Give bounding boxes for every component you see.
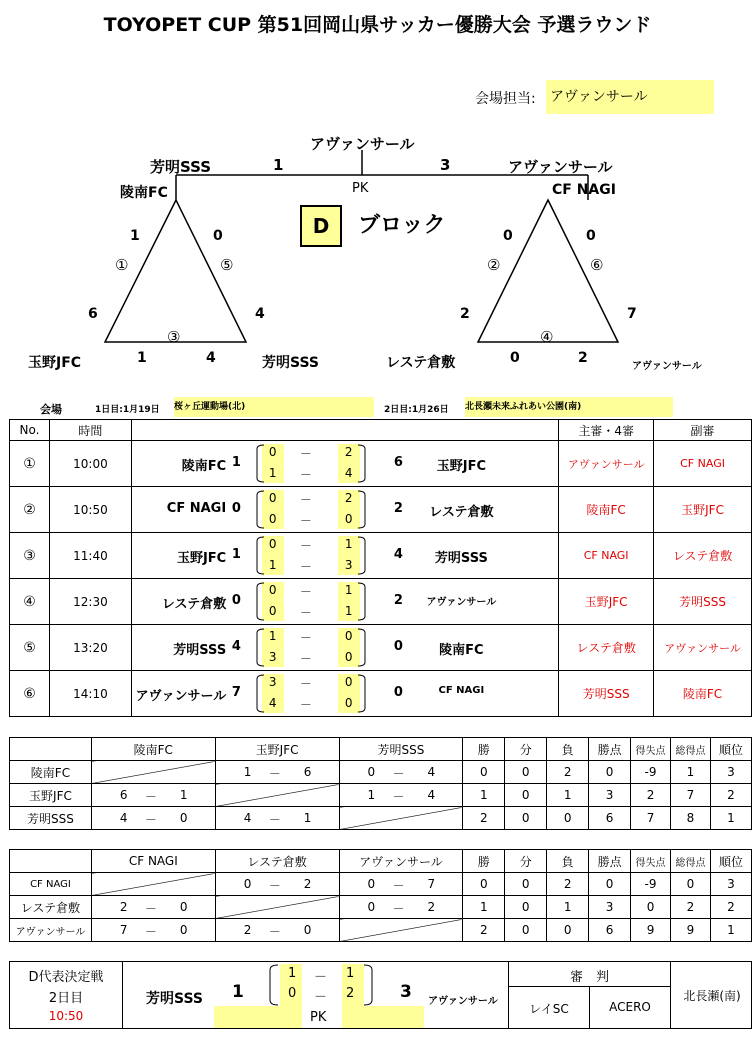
final-h2: 0: [288, 986, 297, 1001]
tri1-n2: 0: [213, 228, 223, 244]
block-letter: D: [300, 205, 342, 247]
final-venue: 北長瀬(南): [683, 989, 741, 1003]
result-dash: －: [268, 813, 281, 827]
standings-col-team: 陵南FC: [91, 738, 215, 761]
standings-stat: 2: [547, 873, 589, 896]
final-home-score: 1: [232, 982, 244, 1002]
match-row: [10, 487, 752, 533]
standings-stat: 2: [671, 896, 711, 919]
final-away: アヴァンサール: [428, 996, 498, 1007]
tri2-n7: 7: [627, 306, 637, 322]
standings-stat: 0: [505, 784, 547, 807]
schedule-table: [9, 419, 752, 717]
match-ref: 玉野JFC: [559, 579, 654, 625]
away-half2: 4: [344, 466, 353, 480]
standings-row: [10, 807, 752, 830]
standings-stat: 0: [589, 873, 631, 896]
standings-col-stat: 総得点: [671, 850, 711, 873]
away-half2: 0: [344, 696, 353, 710]
standings-stat: 3: [589, 784, 631, 807]
tri1-b1: 1: [137, 350, 147, 366]
page-title: TOYOPET CUP 第51回岡山県サッカー優勝大会 予選ラウンド: [103, 14, 652, 36]
standings-stat: 1: [710, 807, 751, 830]
result-score-for: 1: [367, 788, 376, 802]
match-time: 14:10: [49, 671, 131, 717]
away-half1: 2: [344, 445, 353, 459]
standings-stat: 1: [463, 896, 505, 919]
top-left-team: 芳明SSS: [150, 158, 212, 176]
result-dash: －: [144, 813, 157, 827]
away-half1: 1: [344, 583, 353, 597]
match-time: 13:20: [49, 625, 131, 671]
match-row: [10, 671, 752, 717]
tri1-right-team: 芳明SSS: [262, 355, 319, 371]
venue-in-charge-label: 会場担当:: [475, 91, 536, 107]
match-time: 10:50: [49, 487, 131, 533]
home-half2: 0: [268, 604, 277, 618]
standings-stat: 0: [463, 761, 505, 784]
home-score: 0: [231, 593, 241, 608]
home-team: レステ倉敷: [161, 597, 227, 612]
standings-col-team: レステ倉敷: [215, 850, 339, 873]
standings-stat: 6: [589, 919, 631, 942]
result-score-against: 7: [427, 877, 436, 891]
dash1: －: [299, 447, 312, 461]
tri2-c4: ④: [540, 328, 554, 346]
away-half2: 0: [344, 650, 353, 664]
match-assist: 芳明SSS: [654, 579, 752, 625]
top-score-right: 3: [440, 156, 451, 174]
home-score: 1: [231, 455, 241, 470]
tri2-right-team: アヴァンサール: [632, 361, 702, 372]
standings-stat: 1: [547, 896, 589, 919]
result-dash: －: [392, 790, 405, 804]
tri1-b4: 4: [206, 350, 216, 366]
final-day: 2日目: [48, 991, 84, 1006]
standings-col-stat: 総得点: [671, 738, 711, 761]
standings-col-team: 玉野JFC: [215, 738, 339, 761]
result-score-against: 2: [427, 900, 436, 914]
standings-stat: 3: [710, 761, 751, 784]
standings-col-stat: 勝点: [589, 850, 631, 873]
result-score-for: 0: [367, 877, 376, 891]
final-h1: 1: [288, 966, 297, 981]
standings-stat: 0: [547, 807, 589, 830]
away-score: 0: [393, 639, 403, 654]
tri2-b2: 2: [578, 350, 588, 366]
standings-col-stat: 得失点: [631, 850, 671, 873]
result-score-for: 0: [367, 765, 376, 779]
standings-stat: 1: [547, 784, 589, 807]
dash1: －: [299, 631, 312, 645]
standings-col-stat: 勝: [463, 850, 505, 873]
result-score-against: 1: [179, 788, 188, 802]
match-no: ⑥: [10, 671, 50, 717]
away-half2: 1: [344, 604, 353, 618]
away-team: 玉野JFC: [436, 459, 487, 474]
standings-row: [10, 761, 752, 784]
standings-col-stat: 得失点: [631, 738, 671, 761]
standings-stat: 2: [631, 784, 671, 807]
header-ref: 主審・4審: [559, 420, 654, 441]
away-team: 陵南FC: [439, 643, 484, 658]
tri1-c1: ①: [115, 256, 129, 274]
match-row: [10, 625, 752, 671]
standings-stat: 8: [671, 807, 711, 830]
standings-row-team: 芳明SSS: [10, 807, 92, 830]
result-score-against: 4: [427, 765, 436, 779]
header-no: No.: [10, 420, 50, 441]
result-dash: －: [144, 925, 157, 939]
result-score-against: 1: [303, 811, 312, 825]
home-score: 0: [231, 501, 241, 516]
standings-stat: 0: [505, 873, 547, 896]
block-label: ブロック: [358, 213, 446, 238]
result-score-for: 0: [367, 900, 376, 914]
dash2: －: [299, 606, 312, 620]
top-winner: アヴァンサール: [310, 135, 415, 153]
header-time: 時間: [49, 420, 131, 441]
tri2-b0: 0: [510, 350, 520, 366]
final-ref2: ACERO: [609, 1000, 651, 1014]
away-score: 0: [393, 685, 403, 700]
home-half1: 0: [268, 491, 277, 505]
away-half1: 0: [344, 675, 353, 689]
home-score: 4: [231, 639, 241, 654]
away-team: レステ倉敷: [429, 505, 494, 520]
standings-row-team: 陵南FC: [10, 761, 92, 784]
standings-stat: 9: [671, 919, 711, 942]
result-dash: －: [392, 767, 405, 781]
away-half1: 0: [344, 629, 353, 643]
away-team: CF NAGI: [438, 685, 485, 696]
final-home: 芳明SSS: [146, 991, 203, 1007]
standings-stat: 1: [710, 919, 751, 942]
match-time: 11:40: [49, 533, 131, 579]
final-a2: 2: [346, 986, 355, 1001]
home-half1: 0: [268, 583, 277, 597]
home-half2: 1: [268, 466, 277, 480]
home-team: 玉野JFC: [176, 551, 227, 566]
away-half2: 0: [344, 512, 353, 526]
standings-row-team: アヴァンサール: [10, 919, 92, 942]
result-score-for: 6: [119, 788, 128, 802]
standings-col-team: CF NAGI: [91, 850, 215, 873]
standings-stat: 9: [631, 919, 671, 942]
final-time: 10:50: [48, 1009, 84, 1023]
venue-day1-place: 桜ヶ丘運動場(北): [174, 397, 374, 417]
standings-stat: 0: [505, 761, 547, 784]
away-score: 6: [393, 455, 403, 470]
home-half2: 4: [268, 696, 277, 710]
home-score: 1: [231, 547, 241, 562]
result-dash: －: [392, 879, 405, 893]
tri1-left-team: 玉野JFC: [28, 355, 82, 371]
result-score-against: 0: [179, 811, 188, 825]
match-row: [10, 533, 752, 579]
final-pk: PK: [310, 1010, 327, 1025]
standings-header: [10, 850, 752, 873]
tri2-n1: 0: [503, 228, 513, 244]
standings-stat: 0: [547, 919, 589, 942]
final-dash1: －: [314, 970, 328, 985]
match-assist: CF NAGI: [654, 441, 752, 487]
home-half1: 3: [268, 675, 277, 689]
standings-stat: 2: [463, 919, 505, 942]
final-match: [9, 961, 752, 1029]
standings-row-team: CF NAGI: [10, 873, 92, 896]
result-score-against: 0: [179, 923, 188, 937]
result-score-for: 2: [119, 900, 128, 914]
match-no: ④: [10, 579, 50, 625]
standings-stat: 2: [463, 807, 505, 830]
standings-stat: 2: [710, 784, 751, 807]
final-a1: 1: [346, 966, 355, 981]
dash2: －: [299, 514, 312, 528]
venue-label: 会場: [40, 403, 62, 416]
match-no: ②: [10, 487, 50, 533]
match-assist: 玉野JFC: [654, 487, 752, 533]
standings-col-stat: 分: [505, 738, 547, 761]
final-away-score: 3: [400, 982, 412, 1002]
tri2-n2l: 2: [460, 306, 470, 322]
dash1: －: [299, 677, 312, 691]
dash2: －: [299, 560, 312, 574]
standings-row: [10, 784, 752, 807]
away-score: 2: [393, 501, 403, 516]
top-score-left: 1: [273, 156, 284, 174]
home-half1: 1: [268, 629, 277, 643]
match-no: ⑤: [10, 625, 50, 671]
standings-row: [10, 896, 752, 919]
standings-col-stat: 順位: [710, 850, 751, 873]
standings-stat: 7: [671, 784, 711, 807]
away-score: 4: [393, 547, 403, 562]
match-no: ①: [10, 441, 50, 487]
match-time: 10:00: [49, 441, 131, 487]
tri2-c2: ②: [487, 256, 501, 274]
result-dash: －: [144, 790, 157, 804]
standings-col-stat: 勝点: [589, 738, 631, 761]
result-dash: －: [392, 902, 405, 916]
standings-table-1: [9, 737, 752, 830]
tri2-top-team: CF NAGI: [552, 182, 616, 198]
away-team: アヴァンサール: [426, 597, 497, 608]
standings-header: [10, 738, 752, 761]
dash2: －: [299, 652, 312, 666]
standings-stat: 0: [589, 761, 631, 784]
venue-day2-place: 北長瀬未来ふれあい公園(南): [465, 397, 673, 417]
standings-stat: 3: [710, 873, 751, 896]
away-half2: 3: [344, 558, 353, 572]
standings-stat: 0: [505, 807, 547, 830]
standings-stat: 2: [710, 896, 751, 919]
final-title: D代表決定戦: [28, 970, 104, 985]
result-score-against: 2: [303, 877, 312, 891]
standings-stat: 0: [505, 896, 547, 919]
result-score-for: 4: [243, 811, 252, 825]
result-score-against: 0: [179, 900, 188, 914]
standings-col-stat: 負: [547, 850, 589, 873]
match-assist: 陵南FC: [654, 671, 752, 717]
tri1-c5: ⑤: [220, 256, 234, 274]
standings-stat: 0: [505, 919, 547, 942]
home-half1: 0: [268, 445, 277, 459]
standings-col-stat: 負: [547, 738, 589, 761]
match-assist: レステ倉敷: [654, 533, 752, 579]
top-pk-label: PK: [352, 181, 369, 196]
match-time: 12:30: [49, 579, 131, 625]
tri1-n4: 4: [255, 306, 265, 322]
result-dash: －: [268, 879, 281, 893]
result-score-for: 7: [119, 923, 128, 937]
home-half2: 1: [268, 558, 277, 572]
standings-stat: -9: [631, 761, 671, 784]
match-ref: 芳明SSS: [559, 671, 654, 717]
result-score-against: 6: [303, 765, 312, 779]
standings-row-team: 玉野JFC: [10, 784, 92, 807]
venue-in-charge-value: アヴァンサール: [546, 80, 714, 114]
standings-stat: 0: [631, 896, 671, 919]
dash1: －: [299, 539, 312, 553]
dash1: －: [299, 493, 312, 507]
away-half1: 1: [344, 537, 353, 551]
standings-row-team: レステ倉敷: [10, 896, 92, 919]
match-ref: CF NAGI: [559, 533, 654, 579]
dash2: －: [299, 698, 312, 712]
final-dash2: －: [314, 990, 328, 1005]
match-row: [10, 441, 752, 487]
tri2-c6: ⑥: [590, 256, 604, 274]
standings-stat: 0: [463, 873, 505, 896]
standings-col-stat: 勝: [463, 738, 505, 761]
tri1-top-team: 陵南FC: [120, 185, 168, 201]
home-half1: 0: [268, 537, 277, 551]
standings-stat: 7: [631, 807, 671, 830]
away-half1: 2: [344, 491, 353, 505]
final-ref1: レイSC: [529, 1002, 569, 1016]
result-dash: －: [268, 767, 281, 781]
match-ref: レステ倉敷: [559, 625, 654, 671]
standings-stat: 2: [547, 761, 589, 784]
standings-table-2: [9, 849, 752, 942]
standings-stat: 1: [671, 761, 711, 784]
dash1: －: [299, 585, 312, 599]
result-dash: －: [268, 925, 281, 939]
match-assist: アヴァンサール: [654, 625, 752, 671]
result-score-against: 0: [303, 923, 312, 937]
standings-row: [10, 919, 752, 942]
tri2-n2: 0: [586, 228, 596, 244]
result-score-for: 2: [243, 923, 252, 937]
venue-day2: 2日目:1月26日: [384, 405, 449, 415]
tri1-n1: 1: [130, 228, 140, 244]
home-half2: 3: [268, 650, 277, 664]
tri2-left-team: レステ倉敷: [386, 355, 456, 371]
away-score: 2: [393, 593, 403, 608]
home-team: 陵南FC: [181, 459, 227, 474]
match-ref: アヴァンサール: [559, 441, 654, 487]
result-dash: －: [144, 902, 157, 916]
standings-col-stat: 順位: [710, 738, 751, 761]
result-score-for: 0: [243, 877, 252, 891]
header-assist: 副審: [654, 420, 752, 441]
result-score-for: 1: [243, 765, 252, 779]
standings-col-stat: 分: [505, 850, 547, 873]
dash2: －: [299, 468, 312, 482]
standings-stat: 3: [589, 896, 631, 919]
home-half2: 0: [268, 512, 277, 526]
match-ref: 陵南FC: [559, 487, 654, 533]
home-team: CF NAGI: [166, 501, 227, 516]
final-ref-header: 審 判: [569, 970, 609, 985]
standings-row: [10, 873, 752, 896]
tri1-c3: ③: [167, 328, 181, 346]
top-right-team: アヴァンサール: [508, 158, 613, 176]
result-score-against: 4: [427, 788, 436, 802]
home-score: 7: [231, 685, 241, 700]
standings-col-team: 芳明SSS: [339, 738, 463, 761]
standings-stat: -9: [631, 873, 671, 896]
result-score-for: 4: [119, 811, 128, 825]
home-team: 芳明SSS: [173, 643, 227, 658]
venue-day1: 1日目:1月19日: [95, 405, 160, 415]
away-team: 芳明SSS: [434, 551, 488, 566]
tri1-n6: 6: [88, 306, 98, 322]
bracket-lines: [0, 0, 755, 400]
match-no: ③: [10, 533, 50, 579]
standings-stat: 6: [589, 807, 631, 830]
standings-col-team: アヴァンサール: [339, 850, 463, 873]
standings-stat: 1: [463, 784, 505, 807]
home-team: アヴァンサール: [135, 689, 227, 704]
standings-stat: 0: [671, 873, 711, 896]
match-row: [10, 579, 752, 625]
